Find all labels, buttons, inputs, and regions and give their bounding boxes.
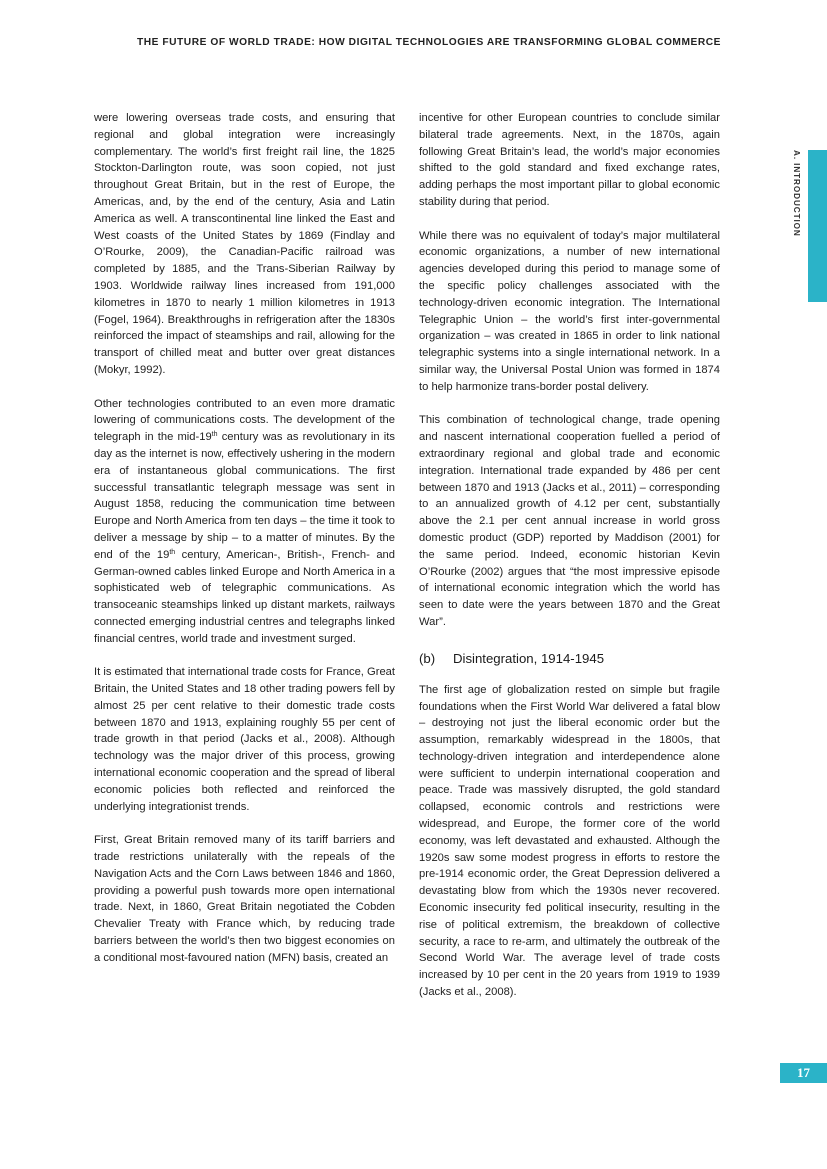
paragraph-gold-standard: incentive for other European countries to conclude similar bilateral trade agreements. Next, in the 1870s, again following Great Britain’s lead, the world’s major economies shifted to the gold standard and fixed exchange rates, adding perhaps the most important pillar to global economic stability during that period. — [419, 112, 720, 208]
paragraph-integration: This combination of technological change, trade opening and nascent international cooperation fuelled a period of extraordinary regional and global trade and economic integration. International trade expanded by 486 per cent between 1870 and 1913 (Jacks et al., 2011) – corresponding to an annualized growth of 4.12 per cent, substantially above the 2.1 per cent annual increase in world gross domestic product (GDP) reported by Maddison (2001) for the same period. Indeed, economic historian Kevin O’Rourke (2002) argues that “the most impressive episode of international economic integration which the world has seen to date were the years between 1870 and the Great War”. — [419, 414, 720, 628]
right-column — [419, 110, 720, 1001]
superscript: th — [211, 431, 218, 439]
section-tab-label: A. INTRODUCTION — [792, 150, 801, 237]
paragraph-great-britain: First, Great Britain removed many of its tariff barriers and trade restrictions unilaterally with the repeals of the Navigation Acts and the Corn Laws between 1846 and 1860, providing a powerful push towards more open international trade. Next, in 1860, Great Britain negotiated the Cobden Chevalier Treaty with France which, by reducing trade barriers between the world’s then two biggest economies on a conditional most-favoured nation (MFN) basis, created an — [94, 834, 395, 964]
text-run: century was as revolutionary in its day as the internet is now, effectively ushering in the modern era of instantaneous global communications. The first successful transatlantic telegraph message was sent in August 1858, reducing the communication time between Europe and North America from ten days – the time it took to deliver a message by ship – to a matter of minutes. By the end of the 19 — [94, 431, 395, 561]
superscript: th — [169, 548, 176, 556]
paragraph-railways: were lowering overseas trade costs, and ensuring that regional and global integration were increasingly complementary. The world’s first freight rail line, the 1825 Stockton-Darlington route, was soon copied, not just throughout Great Britain, but in the rest of Europe, the Americas, and, by the end of the century, Asia and Latin America as well. A transcontinental line linked the East and West coasts of the United States by 1869 (Findlay and O’Rourke, 2009), the Canadian-Pacific railroad was completed by 1885, and the Trans-Siberian Railway by 1903. Worldwide railway lines increased from 191,000 kilometres in 1870 to nearly 1 million kilometres in 1913 (Fogel, 1964). Breakthroughs in refrigeration after the 1830s reinforced the impact of steamships and rail, allowing for the transport of chilled meat and butter over great distances (Mokyr, 1992). — [94, 112, 395, 376]
section-tab — [808, 150, 827, 302]
paragraph-disintegration: The first age of globalization rested on simple but fragile foundations when the First World War delivered a fatal blow – destroying not just the liberal economic order but the assumption, remarkably widespread in the 1800s, that technology-driven integration and interdependence alone were sufficient to underpin international cooperation and peace. Trade was massively disrupted, the gold standard collapsed, economic controls and restrictions were widespread, and Europe, the former core of the world economy, was left devastated and exhausted. Although the 1920s saw some modest progress in efforts to restore the pre-1914 economic order, the Great Depression delivered a devastating blow from which the 1930s never recovered. Economic insecurity fed political insecurity, resulting in the rise of political extremism, the breakdown of collective security, a race to re-arm, and ultimately the outbreak of the Second World War. The average level of trade costs increased by 10 per cent in the 20 years from 1919 to 1939 (Jacks et al., 2008). — [419, 683, 720, 999]
text-run: Other technologies contributed to an even more dramatic lowering of communications costs. The development of the telegraph in the mid-19 — [94, 397, 395, 444]
subheading-label: (b) — [419, 650, 436, 666]
page-number: 17 — [780, 1063, 827, 1083]
running-header: THE FUTURE OF WORLD TRADE: HOW DIGITAL TECHNOLOGIES ARE TRANSFORMING GLOBAL COMMERCE — [136, 37, 721, 48]
text-run: century, American-, British-, French- and German-owned cables linked Europe and North America in a sophisticated web of telegraphic communications. As transoceanic steamships linked up distant markets, railways connected emerging industrial centres and telegraphs linked financial centres, world trade and investment surged. — [94, 548, 395, 645]
paragraph-telegraph — [94, 396, 395, 648]
subheading-title: Disintegration, 1914-1945 — [453, 650, 605, 666]
left-column — [94, 110, 395, 967]
paragraph-trade-costs: It is estimated that international trade costs for France, Great Britain, the United States and 18 other trading powers fell by almost 25 per cent relative to their domestic trade costs between 1870 and 1913, explaining roughly 55 per cent of trade growth in that period (Jacks et al., 2008). Although technology was the major driver of this process, growing international economic cooperation and the spread of liberal economic policies both reflected and reinforced the underlying integrationist trends. — [94, 666, 395, 813]
section-subheading — [419, 650, 720, 668]
paragraph-international-agencies: While there was no equivalent of today’s major multilateral economic organizations, a number of new international agencies developed during this period to manage some of the specific policy challenges associated with the technology-driven economic integration. The International Telegraphic Union – the world’s first inter-governmental organization – was created in 1865 in order to link national telegraphic systems into a single international network. In a similar way, the Universal Postal Union was formed in 1874 to help harmonize trans-border postal delivery. — [419, 229, 720, 393]
